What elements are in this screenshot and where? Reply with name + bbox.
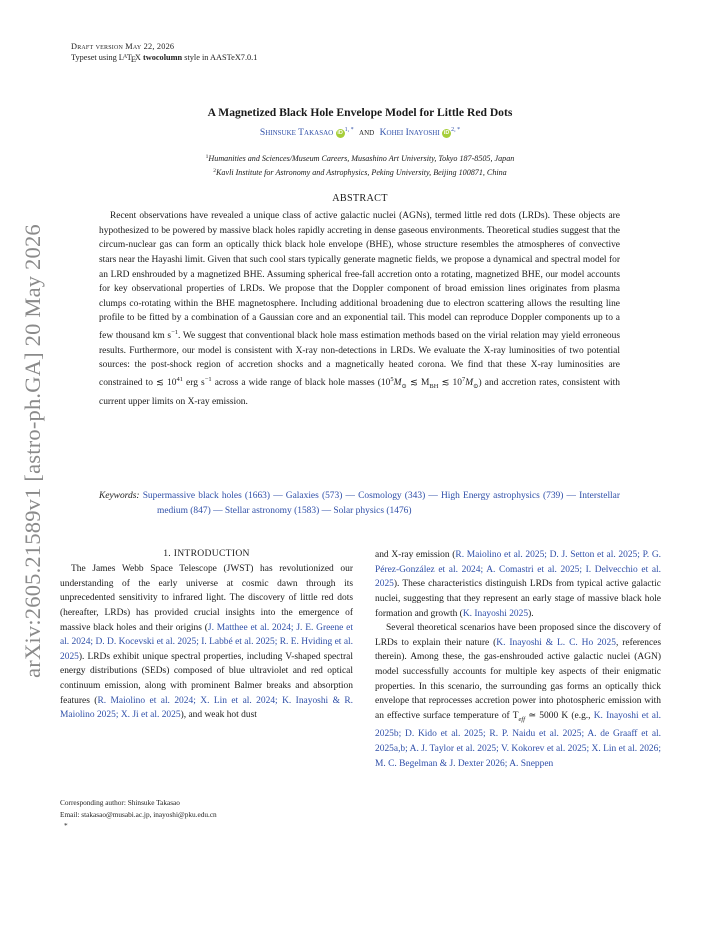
- author-link[interactable]: Kohei Inayoshi: [379, 127, 440, 138]
- citation-link[interactable]: J. Matthee et al. 2024; J. E. Greene et al. 2024; D. D. Kocevski et al. 2025; I. Labbé et al. 2025; R. E. Hviding et al. 2025: [60, 622, 353, 662]
- intro-left-column: [60, 548, 353, 723]
- intro-right-column: [375, 548, 661, 771]
- affiliations: [0, 151, 720, 179]
- keyword-link[interactable]: Solar physics (1476): [333, 505, 412, 516]
- draft-version: Draft version May 22, 2026: [71, 42, 175, 51]
- arxiv-identifier-stamp: [13, 224, 53, 678]
- citation-link[interactable]: K. Inayoshi & L. C. Ho 2025: [496, 637, 616, 648]
- citation-link[interactable]: K. Inayoshi 2025: [462, 608, 529, 619]
- abstract-heading: ABSTRACT: [332, 193, 388, 204]
- footnotes: [60, 797, 353, 832]
- citation-link[interactable]: R. Maiolino et al. 2025; D. J. Setton et al. 2025; P. G. Pérez-González et al. 2024; A. Comastri et al. 2025; I. Delvecchio et al. 2025: [375, 550, 661, 590]
- arxiv-identifier-text: arXiv:2605.21589v1 [astro-ph.GA] 20 May 2026: [20, 224, 45, 678]
- typeset-line: Typeset using $L^ATEX$ twocolumn style in AASTeX7.0.1: [71, 53, 258, 64]
- keyword-link[interactable]: High Energy astrophysics (739): [440, 491, 564, 501]
- orcid-icon[interactable]: iD: [337, 130, 343, 136]
- author-emails: Email: stakasao@musabi.ac.jp, inayoshi@pku.edu.cn: [60, 809, 217, 819]
- author-list: Shinsuke Takasao iD $^{1, *}$ and Kohei Inayoshi iD $^{2, *}$: [259, 127, 461, 138]
- corresponding-author: Corresponding author: Shinsuke Takasao: [60, 798, 180, 807]
- orcid-icon[interactable]: iD: [443, 130, 450, 136]
- keyword-link[interactable]: Supermassive black holes (1663): [142, 491, 271, 501]
- section-heading-introduction: 1. INTRODUCTION: [163, 548, 250, 559]
- author-link[interactable]: Shinsuke Takasao: [259, 127, 334, 138]
- keyword-link[interactable]: Interstellar medium (847): [157, 491, 621, 516]
- citation-link[interactable]: R. Maiolino et al. 2024; X. Lin et al. 2024; K. Inayoshi & R. Maiolino 2025; X. Ji et al. 2025: [60, 695, 353, 721]
- abstract-text: Recent observations have revealed a unique class of active galactic nuclei (AGNs), termed little red dots (LRDs). These objects are hypothesized to be powered by massive black holes rapidly accreting in dense gaseous environments. Theoretical studies suggest that the circum-nuclear gas can form an optically thick black hole envelope (BHE), whose structure resembles the atmospheres of convective stars near the Hayashi limit. Given that such cool stars typically generate magnetic fields, we propose a dynamical and spectral model for an LRD enshrouded by a magnetized BHE. Assuming spherical free-fall accretion onto a rotating, magnetized BHE, our model accounts for key observational properties of LRDs. We propose that the Doppler component of broad emission lines originates from plasma clumps co-rotating within the BHE magnetosphere. Including additional broadening due to electron scattering allows the resulting line profile to be fitted by a combination of a Gaussian core and an exponential tail. This model can reproduce Doppler components up to a few thousand km $s^{-1}$. We suggest that conventional black hole mass estimation methods based on the virial relation may yield erroneous results. Furthermore, our model is consistent with X-ray non-detections in LRDs. We evaluate the X-ray luminosities of two potential sources: the post-shock region of accretion shocks and a magnetically heated corona. We find that these X-ray luminosities are constrained to ≲ $10^{41}$ erg $s^{-1}$ across a wide range of black hole masses ($10^5M_⊙$ ≲ $M_{BH}$ ≲ $10^7M_⊙$) and accretion rates, consistent with current upper limits on X-ray emission.: [99, 211, 621, 407]
- intro-paragraph-2: Several theoretical scenarios have been proposed since the discovery of LRDs to explain their nature (K. Inayoshi & L. C. Ho 2025, references therein). Among these, the gas-enshrouded active galactic nuclei (AGN) model successfully accounts for multiple key aspects of their enigmatic properties. In this scenario, the surrounding gas forms an optically thick envelope that reprocesses accretion power into photospheric emission with an effective surface temperature of $T_{eff}$ ≃ 5000 K (e.g., K. Inayoshi et al. 2025b; D. Kido et al. 2025; R. P. Naidu et al. 2025; A. de Graaff et al. 2025a,b; A. J. Taylor et al. 2025; V. Kokorev et al. 2025; X. Lin et al. 2026; M. C. Begelman & J. Dexter 2026; A. Sneppen: [375, 623, 662, 769]
- affiliation-1: $^1$Humanities and Sciences/Museum Careers, Musashino Art University, Tokyo 187-8505, Japan: [205, 154, 515, 163]
- typeset-style: twocolumn: [142, 53, 183, 62]
- keyword-link[interactable]: Galaxies (573): [285, 491, 343, 501]
- footnote-star: *: [64, 821, 68, 830]
- keyword-link[interactable]: Cosmology (343): [358, 491, 426, 501]
- header-meta: [71, 41, 257, 65]
- paper-title: A Magnetized Black Hole Envelope Model for Little Red Dots: [207, 106, 513, 119]
- keywords: Keywords: Supermassive black holes (1663) — Galaxies (573) — Cosmology (343) — High Energy astrophysics (739) — Interstellar medium (847) — Stellar astronomy (1583) — Solar physics (1476): [99, 491, 621, 516]
- citation-link[interactable]: K. Inayoshi et al. 2025b; D. Kido et al. 2025; R. P. Naidu et al. 2025; A. de Graaff et al. 2025a,b; A. J. Taylor et al. 2025; V. Kokorev et al. 2025; X. Lin et al. 2026; M. C. Begelman & J. Dexter 2026; A. Sneppen: [375, 710, 661, 769]
- affiliation-2: $^2$Kavli Institute for Astronomy and Astrophysics, Peking University, Beijing 100871, China: [213, 168, 507, 177]
- intro-paragraph-1-cont: and X-ray emission (R. Maiolino et al. 2025; D. J. Setton et al. 2025; P. G. Pérez-González et al. 2024; A. Comastri et al. 2025; I. Delvecchio et al. 2025). These characteristics distinguish LRDs from typical active galactic nuclei, suggesting that they represent an early stage of massive black hole formation and growth (K. Inayoshi 2025).: [375, 550, 661, 619]
- keyword-link[interactable]: Stellar astronomy (1583): [224, 505, 320, 516]
- keywords-label: Keywords:: [99, 491, 140, 501]
- intro-paragraph-1: The James Webb Space Telescope (JWST) has revolutionized our understanding of the early universe at cosmic dawn through its unprecedented sensitivity to infrared light. The discovery of little red dots (hereafter, LRDs) has provided crucial insights into the emergence of massive black holes and their origins (J. Matthee et al. 2024; J. E. Greene et al. 2024; D. D. Kocevski et al. 2025; I. Labbé et al. 2025; R. E. Hviding et al. 2025). LRDs exhibit unique spectral properties, including V-shaped spectral energy distributions (SEDs) composed of blue ultraviolet and red optical continuum emission, along with prominent Balmer breaks and absorption features (R. Maiolino et al. 2024; X. Lin et al. 2024; K. Inayoshi & R. Maiolino 2025; X. Ji et al. 2025), and weak hot dust: [60, 564, 353, 721]
